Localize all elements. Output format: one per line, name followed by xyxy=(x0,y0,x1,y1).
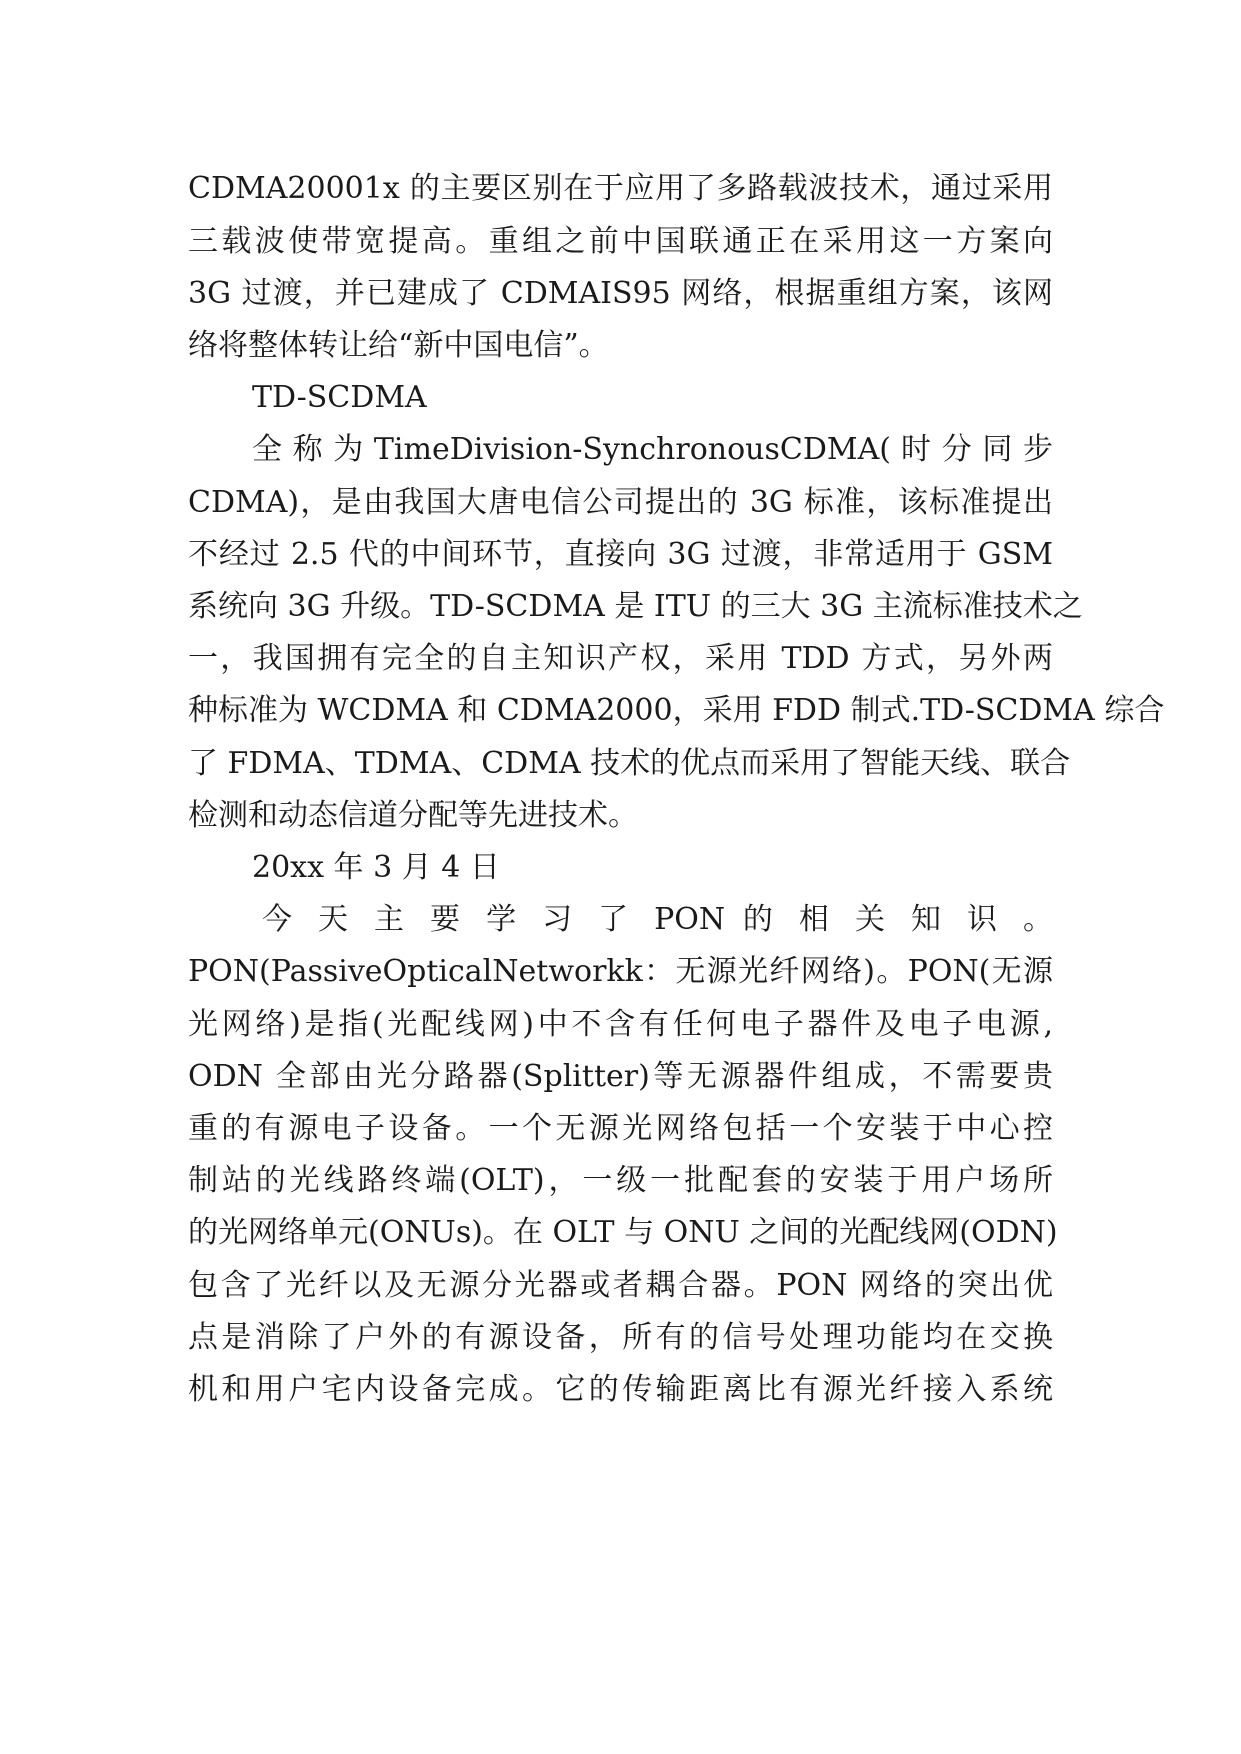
text-line: CDMA)，是由我国大唐电信公司提出的 3G 标准，该标准提出 xyxy=(188,485,1053,520)
text-line: 检测和动态信道分配等先进技术。 xyxy=(188,798,638,833)
text-line: 3G 过渡，并已建成了 CDMAIS95 网络，根据重组方案，该网 xyxy=(188,276,1053,311)
text-line: 不经过 2.5 代的中间环节，直接向 3G 过渡，非常适用于 GSM xyxy=(188,537,1053,572)
text-line: 机和用户宅内设备完成。它的传输距离比有源光纤接入系统 xyxy=(188,1372,1053,1407)
text-line: ODN 全部由光分路器(Splitter)等无源器件组成，不需要贵 xyxy=(188,1059,1053,1094)
text-line: 三载波使带宽提高。重组之前中国联通正在采用这一方案向 xyxy=(188,224,1053,259)
text-line: 系统向 3G 升级。TD-SCDMA 是 ITU 的三大 3G 主流标准技术之 xyxy=(188,589,1083,624)
date-heading: 20xx 年 3 月 4 日 xyxy=(252,850,500,885)
text-line: 全 称 为 TimeDivision-SynchronousCDMA( 时 分 同 步 xyxy=(252,432,1053,467)
text-line: 重的有源电子设备。一个无源光网络包括一个安装于中心控 xyxy=(188,1111,1053,1146)
text-line: 络将整体转让给“新中国电信”。 xyxy=(188,328,609,363)
text-line: 一，我国拥有完全的自主知识产权，采用 TDD 方式，另外两 xyxy=(188,641,1053,676)
text-line: 的光网络单元(ONUs)。在 OLT 与 ONU 之间的光配线网(ODN) xyxy=(188,1215,1058,1250)
text-line: 制站的光线路终端(OLT)，一级一批配套的安装于用户场所 xyxy=(188,1163,1053,1198)
text-line: 今 天 主 要 学 习 了 PON 的 相 关 知 识 。 xyxy=(262,902,1053,937)
text-line: PON(PassiveOpticalNetworkk：无源光纤网络)。PON(无源 xyxy=(188,954,1053,989)
text-line: 种标准为 WCDMA 和 CDMA2000，采用 FDD 制式.TD-SCDMA 综合 xyxy=(188,693,1165,728)
text-line: 光网络)是指(光配线网)中不含有任何电子器件及电子电源, xyxy=(188,1007,1053,1042)
text-line: CDMA20001x 的主要区别在于应用了多路载波技术，通过采用 xyxy=(188,171,1053,206)
text-line: 点是消除了户外的有源设备，所有的信号处理功能均在交换 xyxy=(188,1320,1053,1355)
text-line: 了 FDMA、TDMA、CDMA 技术的优点而采用了智能天线、联合 xyxy=(188,746,1071,781)
text-line: 包含了光纤以及无源分光器或者耦合器。PON 网络的突出优 xyxy=(188,1268,1053,1303)
section-heading: TD-SCDMA xyxy=(252,380,427,415)
